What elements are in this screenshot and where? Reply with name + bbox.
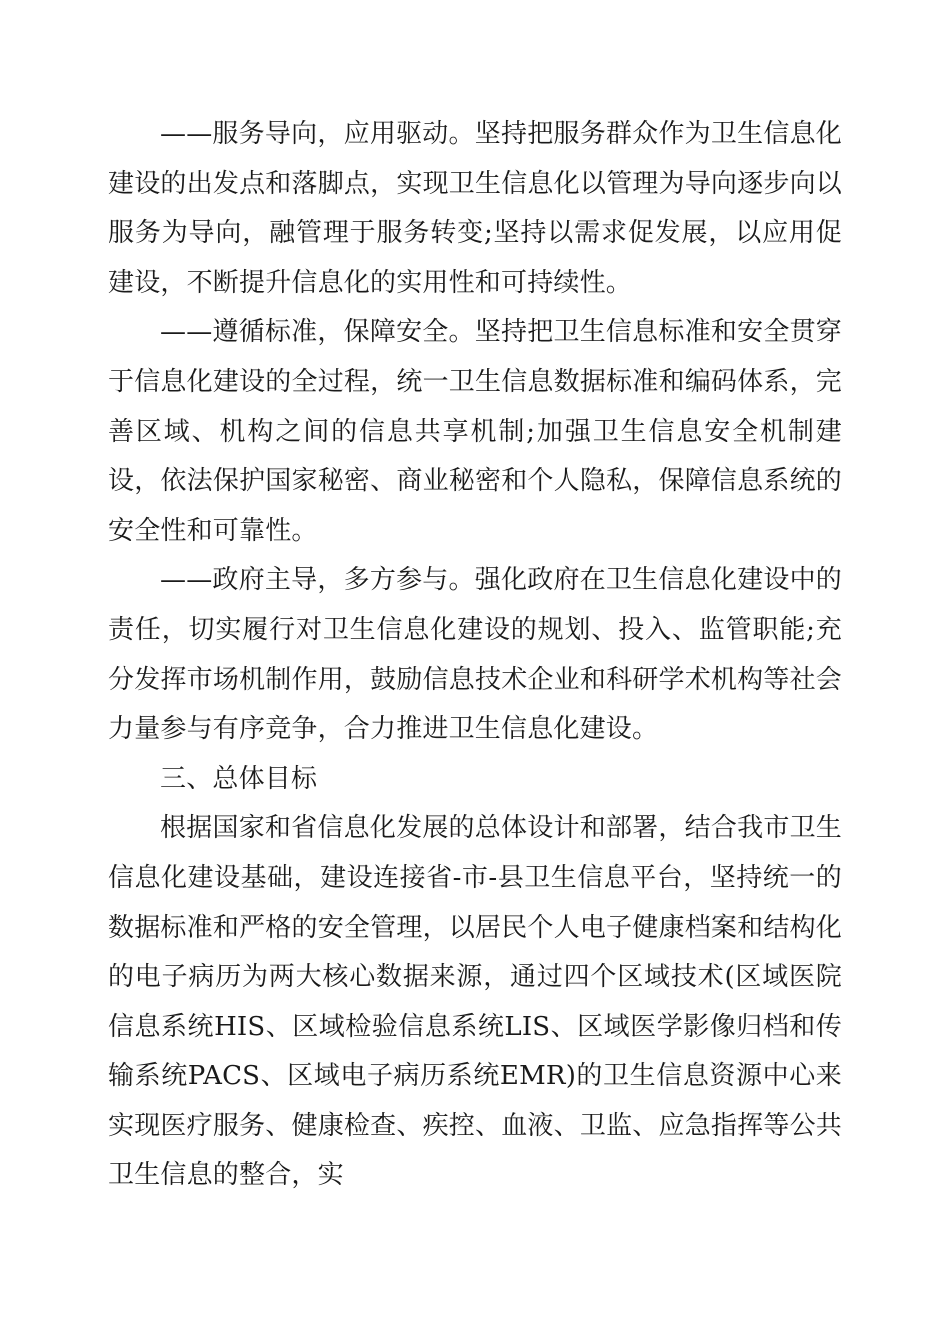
paragraph-government-led: ——政府主导，多方参与。强化政府在卫生信息化建设中的责任，切实履行对卫生信息化建设的规划、投入、监管职能;充分发挥市场机制作用，鼓励信息技术企业和科研学术机构等社会力量参与有序竞争，合力推进卫生信息化建设。 xyxy=(108,565,842,745)
document-page xyxy=(108,110,842,1201)
paragraph-follow-standards: ——遵循标准，保障安全。坚持把卫生信息标准和安全贯穿于信息化建设的全过程，统一卫生信息数据标准和编码体系，完善区域、机构之间的信息共享机制;加强卫生信息安全机制建设，依法保护国家秘密、商业秘密和个人隐私，保障信息系统的安全性和可靠性。 xyxy=(108,317,842,546)
section-heading: 三、总体目标 xyxy=(160,763,318,794)
paragraph-service-oriented: ——服务导向，应用驱动。坚持把服务群众作为卫生信息化建设的出发点和落脚点，实现卫生信息化以管理为导向逐步向以服务为导向，融管理于服务转变;坚持以需求促发展，以应用促建设，不断提升信息化的实用性和可持续性。 xyxy=(108,119,842,298)
paragraph-overall-goal: 根据国家和省信息化发展的总体设计和部署，结合我市卫生信息化建设基础，建设连接省-市-县卫生信息平台，坚持统一的数据标准和严格的安全管理，以居民个人电子健康档案和结构化的电子病历为两大核心数据来源，通过四个区域技术(区域医院信息系统HIS、区域检验信息系统LIS、区域医学影像归档和传输系统PACS、区域电子病历系统EMR)的卫生信息资源中心来实现医疗服务、健康检查、疾控、血液、卫监、应急指挥等公共卫生信息的整合，实 xyxy=(108,813,842,1191)
